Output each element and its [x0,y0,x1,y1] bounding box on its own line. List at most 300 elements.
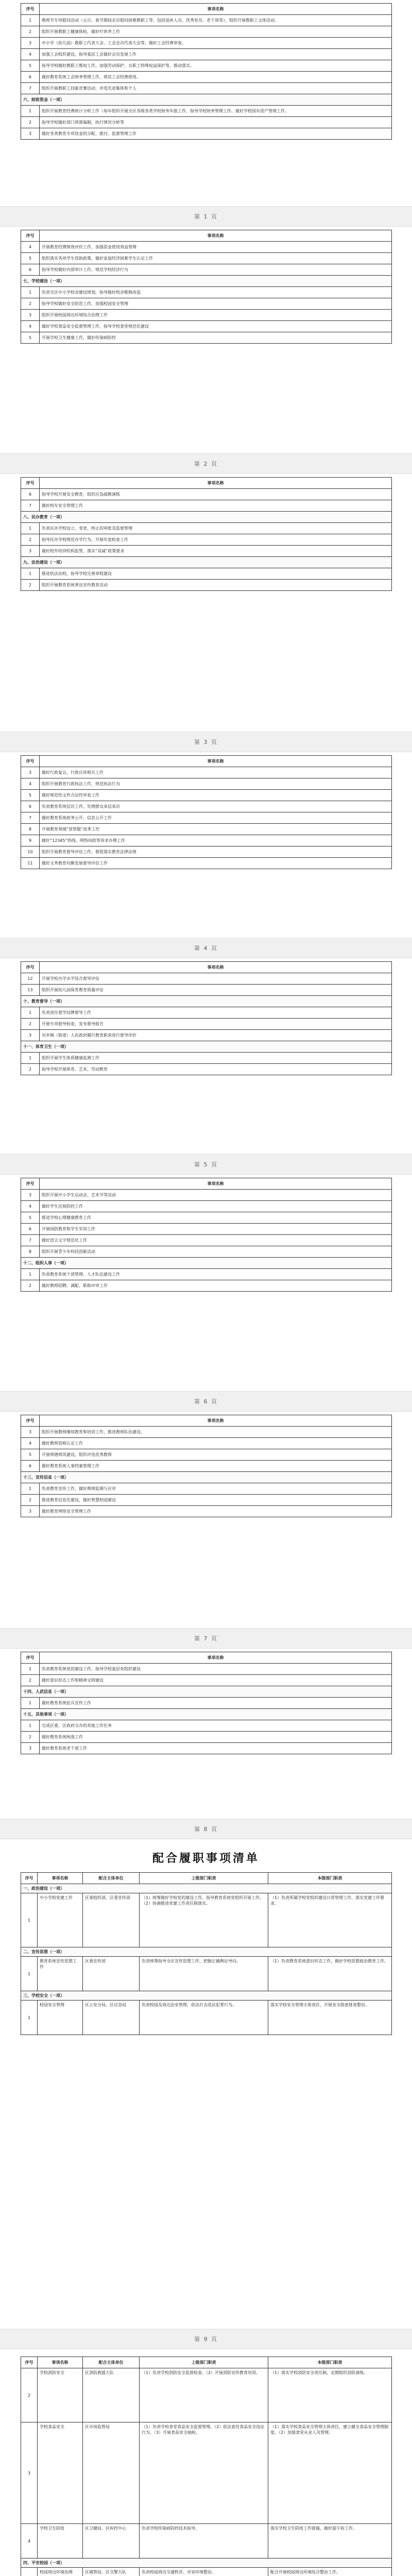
section-heading: 一、政治建设（一项） [21,1884,392,1893]
section-heading-row [21,1258,392,1269]
duty-list-table [21,1652,392,1754]
table-row [21,1064,392,1075]
row-item-name: 负责教育宣传工作，做好舆情监测与应对 [40,1483,392,1495]
header-local-duty: 本级部门职责 [268,2357,392,2368]
row-index: 1 [21,1053,40,1064]
row-index: 2 [21,1064,40,1075]
page-number-label: 第 5 页 [194,1161,218,1168]
page-separator [0,453,412,474]
table-row [21,264,392,276]
row-item-name: 做好意识形态工作和精神文明建设 [40,1675,392,1686]
table-row [21,1053,392,1064]
row-index: 3 [21,1506,40,1517]
row-index: 6 [21,801,40,812]
row-index: 2 [21,1280,40,1292]
row-index: 2 [21,298,40,310]
row-upper-duty: （1）负责学校食堂食品安全监督管理。（2）依法查处食品安全违法行为。（3）开展食品安全抽检。 [140,2422,268,2524]
row-index: 1 [21,1007,40,1019]
row-index: 7 [21,812,40,824]
table-row [21,72,392,83]
table-row [21,801,392,812]
section-heading: 六、财政资金（一项） [21,94,392,106]
row-index: 11 [21,858,40,869]
row-item-name: 做好义务教育均衡发展督导评估工作 [40,858,392,869]
row-item-name: 负责教育系统信访工作，处理群众来信来访 [40,801,392,812]
table-row [21,2422,392,2524]
row-index: 5 [21,790,40,801]
section-heading-row [21,1472,392,1483]
list-table-sheet [21,477,391,591]
header-index: 序号 [21,230,40,242]
page-number-label: 第 6 页 [194,1398,218,1405]
row-local-duty: 配合开展校园周边环境综合整治工作。 [268,2568,392,2576]
row-item-name: 做好教育系统政务公开、信息公开工作 [40,812,392,824]
row-index: 5 [21,332,40,344]
table-row [21,846,392,858]
row-item-name: 组织开展青少年科技创新活动 [40,1246,392,1258]
row-item-name: 完成区委、区政府交办的其他工作任务 [40,1720,392,1732]
header-item-name: 事项名称 [40,756,392,767]
header-item-name: 事项名称 [40,1178,392,1190]
table-row [21,1280,392,1292]
page-number-label: 第 4 页 [194,945,218,952]
section-heading: 十一、体育卫生（一项） [21,1041,392,1053]
row-index: 3 [21,1190,40,1201]
table-row [21,523,392,534]
page-separator [0,938,412,958]
row-index: 4 [21,49,40,60]
row-index: 12 [21,973,40,985]
page-separator [0,2329,412,2349]
page-number-label: 第 3 页 [194,739,218,745]
row-index: 10 [21,846,40,858]
duty-list-table [21,3,392,140]
row-upper-duty: 负责学校传染病防控技术指导。 [140,2524,268,2558]
row-index: 6 [21,1461,40,1472]
table-row [21,83,392,94]
row-index: 1 [21,1664,40,1675]
cooperation-table [21,2357,392,2576]
cooperation-list-title: 配合履职事项清单 [152,1852,260,1865]
row-index: 1 [21,287,40,298]
row-local-duty: 落实学校安全管理主体责任，开展安全隐患排查整治。 [268,2001,392,2035]
table-row [21,1893,392,1947]
table-row [21,568,392,580]
row-local-duty: （1）负责所属学校党组织建设日常管理工作，落实党建工作要求。 [268,1893,392,1947]
row-index: 3 [21,128,40,140]
row-item-name: 负责民办学校设立、变更、终止的审批及监督管理 [40,523,392,534]
row-item-name: 学校卫生防疫 [38,2524,83,2558]
row-partner-unit: 区消防救援大队 [83,2368,140,2422]
section-heading: 七、学校建设（一项） [21,276,392,287]
table-row [21,1675,392,1686]
row-upper-duty: 负责校园周边交通秩序、市容环境整治。 [140,2568,268,2576]
row-upper-duty: （1）统筹做好学校党的建设工作，指导教育系统党组织开展工作。（2）协调推进党建工作责任制落实。 [140,1893,268,1947]
row-item-name: 做好“12345”热线、网络问政等诉求办理工作 [40,835,392,846]
section-heading-row [21,996,392,1007]
table-row [21,1957,392,1991]
row-item-name: 组织开展教职工健康体检，做好疗休养工作 [40,26,392,38]
table-row [21,117,392,128]
table-row [21,38,392,49]
row-item-name: 推进教育信息化建设，做好智慧校园建设 [40,1495,392,1506]
header-index: 序号 [21,4,40,15]
table-row [21,1720,392,1732]
row-item-name: 推进学校心理健康教育工作 [40,1212,392,1224]
row-item-name: 做好教育网络安全管理工作 [40,1506,392,1517]
header-partner-unit: 配合主体单位 [83,2357,140,2368]
table-header-row [21,230,392,242]
row-index: 8 [21,824,40,835]
row-local-duty: （1）负责教育系统意识形态工作，做好学校思想政治教育工作。 [268,1957,392,1991]
row-index: 2 [21,1495,40,1506]
row-item-name: 校园安全管理 [38,2001,83,2035]
page-number-label: 第 1 页 [194,213,218,220]
section-heading: 九、法治建设（一项） [21,557,392,568]
row-item-name: 组织开展教育经费统计分析工作（每年组织开展全区各级各类学校财务年报工作，指导学校财务管理工作。做好学校国有资产管理工作。 [40,106,392,117]
section-heading: 十三、宣传信息（一项） [21,1472,392,1483]
row-item-name: 开展专项督导检查，发布督导报告 [40,1019,392,1030]
table-row [21,790,392,801]
row-index: 1 [21,15,40,26]
page-number-label: 第 2 页 [194,461,218,467]
table-row [21,534,392,546]
row-item-name: 做好教师招聘、调配、职称评审工作 [40,1280,392,1292]
table-row [21,489,392,500]
header-index: 序号 [21,1415,40,1427]
row-index: 1 [21,1269,40,1280]
row-index: 3 [21,38,40,49]
row-index: 5 [21,60,40,72]
row-index: 2 [21,534,40,546]
table-header-row [21,2357,392,2368]
table-row [21,1201,392,1212]
table-row [21,2524,392,2558]
row-item-name: 做好各类教育专项资金的分配、拨付、监督管理工作 [40,128,392,140]
row-upper-duty: （1）负责学校消防安全监督检查。（2）开展消防宣传教育培训。 [140,2368,268,2422]
row-item-name: 做好规范性文件合法性审查工作 [40,790,392,801]
row-index: 3 [21,2422,38,2524]
table-row [21,1506,392,1517]
row-index: 5 [21,1212,40,1224]
row-item-name: 做好行政复议、行政应诉相关工作 [40,767,392,778]
row-index: 5 [21,253,40,264]
table-row [21,858,392,869]
row-index: 4 [21,321,40,332]
section-heading-row [21,2558,392,2568]
table-row [21,310,392,321]
table-row [21,1449,392,1461]
table-row [21,1246,392,1258]
row-item-name: 指导学校开展安全教育，组织应急疏散演练 [40,489,392,500]
header-index: 序号 [21,478,40,489]
page-separator [0,206,412,227]
section-heading-row [21,1709,392,1720]
page-separator [0,732,412,752]
table-row [21,767,392,778]
row-item-name: 组织开展教育督导评估工作，督促落实教育法律法规 [40,846,392,858]
table-row [21,49,392,60]
header-upper-duty: 上级部门职责 [140,1873,268,1884]
table-row [21,1438,392,1449]
table-row [21,1698,392,1709]
section-heading-row [21,1884,392,1893]
duty-list-table [21,1178,392,1292]
table-header-row [21,756,392,767]
row-partner-unit: 区市场监管局 [83,2422,140,2524]
list-table-sheet [21,3,391,140]
row-index: 3 [21,546,40,557]
row-item-name: 指导学校做好内部审计工作，规范学校经济行为 [40,264,392,276]
row-item-name: 做好教育系统人事档案管理工作 [40,1461,392,1472]
table-row [21,1235,392,1246]
table-row [21,128,392,140]
row-item-name: 中小学（幼儿园）教职工代表大会、工会会员代表大会等，做好工会经费审查。 [40,38,392,49]
row-item-name: 组织开展教育行政执法工作，规范执法行为 [40,778,392,790]
row-item-name: 负责责任督学挂牌督导工作 [40,1007,392,1019]
row-index: 3 [21,1743,40,1754]
row-index: 5 [21,1449,40,1461]
row-index: 7 [21,83,40,94]
table-row [21,1269,392,1280]
row-partner-unit: 区委组织部、区委宣传部 [83,1893,140,1947]
header-item-name: 事项名称 [40,4,392,15]
header-item-name: 事项名称 [38,1873,83,1884]
section-heading-row [21,1041,392,1053]
row-index: 2 [21,1019,40,1030]
row-index: 2 [21,1675,40,1686]
table-row [21,106,392,117]
header-item-name: 事项名称 [40,1652,392,1664]
table-row [21,835,392,846]
table-row [21,242,392,253]
row-item-name: 负责全区中小学校舍建设规划，指导做好校舍维修改造 [40,287,392,298]
duty-list-table [21,1415,392,1517]
table-row [21,1019,392,1030]
header-index: 序号 [21,2357,38,2368]
table-row [21,15,392,26]
section-heading: 十五、其他事项（一项） [21,1709,392,1720]
section-heading-row [21,1947,392,1957]
row-index: 6 [21,1224,40,1235]
row-item-name: 开展教育领域“放管服”改革工作 [40,824,392,835]
page-number-label: 第 8 页 [194,1826,218,1833]
section-heading-row [21,1686,392,1698]
row-index: 1 [21,523,40,534]
table-row [21,1427,392,1438]
duty-list-table [21,961,392,1075]
table-row [21,778,392,790]
row-index: 4 [21,242,40,253]
row-item-name: 做好学生近视防控工作 [40,1201,392,1212]
row-index: 6 [21,264,40,276]
table-row [21,60,392,72]
row-local-duty: （1）落实学校消防安全责任制，定期组织消防演练。 [268,2368,392,2422]
section-heading: 二、宣传思想（一项） [21,1947,392,1957]
row-item-name: 校园周边环境治理 [38,2568,83,2576]
row-item-name: 指导学校做好教职工维权工作，加强劳动保护、女职工特殊权益保护等，推动落实。 [40,60,392,72]
header-index: 序号 [21,1873,38,1884]
row-item-name: 做好校外培训机构监管，落实“双减”政策要求 [40,546,392,557]
cooperation-table-sheet [21,1872,391,2035]
row-item-name: 教师节专项慰问活动（元旦、春节期间走访慰问困难教职工等，包括退休人员、优秀党员、老干部等），组织开展教职工文体活动。 [40,15,392,26]
header-index: 序号 [21,756,40,767]
row-item-name: 开展学校卫生健康工作，做好传染病防控 [40,332,392,344]
table-row [21,500,392,512]
cooperation-table-sheet [21,2357,391,2576]
table-row [21,985,392,996]
table-row [21,824,392,835]
row-item-name: 开展学校办学水平综合督导评估 [40,973,392,985]
table-row [21,1664,392,1675]
row-index: 9 [21,835,40,846]
row-item-name: 做好学校食品安全监督管理工作，指导学校食堂规范化建设 [40,321,392,332]
row-upper-duty: 负责统筹指导全区宣传思想工作，把握正确舆论导向。 [140,1957,268,1991]
page-separator [0,1154,412,1175]
row-index: 13 [21,985,40,996]
row-partner-unit: 区城管局、区交警大队 [83,2568,140,2576]
row-item-name: 做好教育系统老干部工作 [40,1743,392,1754]
list-table-sheet [21,961,391,1075]
table-row [21,1495,392,1506]
row-index: 1 [21,568,40,580]
list-table-sheet [21,1652,391,1754]
row-partner-unit: 区公安分局、区应急局 [83,2001,140,2035]
table-row [21,580,392,591]
row-item-name: 加强工会组织建设，指导基层工会做好会员发展工作 [40,49,392,60]
table-header-row [21,962,392,973]
row-partner-unit: 区卫健局、区疾控中心 [83,2524,140,2558]
page-separator [0,1819,412,1839]
table-row [21,1483,392,1495]
table-row [21,812,392,824]
row-item-name: 组织开展教职工技能竞赛活动，评选先进集体和个人 [40,83,392,94]
row-item-name: 组织开展学生体质健康监测工作 [40,1053,392,1064]
row-index: 3 [21,1427,40,1438]
row-item-name: 做好教育系统工会财务管理工作，规范工会经费使用。 [40,72,392,83]
table-row [21,2568,392,2576]
table-header-row [21,1873,392,1884]
header-item-name: 事项名称 [40,962,392,973]
list-table-sheet [21,755,391,869]
row-local-duty: （1）落实学校食品安全管理主体责任，建立健全食品安全管理制度。（2）加强食堂从业人员管理。 [268,2422,392,2524]
section-heading: 八、民办教育（一项） [21,512,392,523]
row-item-name: 组织开展教育系统普法宣传教育活动 [40,580,392,591]
row-item-name: 指导学校做好安全防范工作，加强校园安全管理 [40,298,392,310]
header-index: 序号 [21,1652,40,1664]
table-row [21,1224,392,1235]
row-index: 2 [21,26,40,38]
header-upper-duty: 上级部门职责 [140,2357,268,2368]
header-local-duty: 本级部门职责 [268,1873,392,1884]
row-item-name: 负责教育系统党的建设工作，指导学校基层党组织建设 [40,1664,392,1675]
section-heading: 十二、组织人事（一项） [21,1258,392,1269]
header-item-name: 事项名称 [40,478,392,489]
table-row [21,973,392,985]
row-index: 2 [21,2368,38,2422]
row-index: 3 [21,310,40,321]
row-index: 1 [21,1698,40,1709]
duty-list-table [21,755,392,869]
row-index: 1 [21,1483,40,1495]
row-item-name: 指导学校开展体育、艺术、劳动教育 [40,1064,392,1075]
table-row [21,26,392,38]
table-row [21,1030,392,1041]
row-item-name: 组织开展幼儿园保育教育质量评估 [40,985,392,996]
row-index: 8 [21,1246,40,1258]
row-index: 1 [21,106,40,117]
table-row [21,1461,392,1472]
row-item-name: 开展教育经费绩效评价工作，加强资金使用效益管理 [40,242,392,253]
row-item-name: 组织开展中小学生运动会、艺术节等活动 [40,1190,392,1201]
list-table-sheet [21,1178,391,1292]
row-item-name: 对乡镇（街道）人民政府履行教育职责进行督导评价 [40,1030,392,1041]
table-header-row [21,1652,392,1664]
table-header-row [21,478,392,489]
row-index: 6 [21,489,40,500]
header-partner-unit: 配合主体单位 [83,1873,140,1884]
row-item-name: 做好教育系统征兵宣传工作 [40,1698,392,1709]
row-item-name: 组织开展教师继续教育和培训工作，推进教师队伍建设。 [40,1427,392,1438]
row-index: 6 [21,72,40,83]
header-item-name: 事项名称 [38,2357,83,2368]
row-index: 3 [21,767,40,778]
row-item-name: 指导学校做好部门预算编制，执行情况分析等 [40,117,392,128]
row-index: 7 [21,1235,40,1246]
row-item-name: 做好校车安全管理工作 [40,500,392,512]
row-index: 1 [21,2001,38,2035]
row-upper-duty: 负责校园及周边治安管理，依法打击违法犯罪行为。 [140,2001,268,2035]
list-table-sheet [21,230,391,344]
cooperation-table [21,1872,392,2035]
row-item-name: 学校消防安全 [38,2368,83,2422]
row-item-name: 开展国防教育和学生军训工作 [40,1224,392,1235]
row-item-name: 组织开展校园周边环境综合治理工作 [40,310,392,321]
row-item-name: 开展师德师风建设，组织评选优秀教师 [40,1449,392,1461]
row-item-name: 做好语言文字规范化工作 [40,1235,392,1246]
header-item-name: 事项名称 [40,230,392,242]
header-index: 序号 [21,1178,40,1190]
row-item-name: 组织落实各项学生资助政策，做好家庭经济困难学生认定工作 [40,253,392,264]
table-row [21,1743,392,1754]
list-table-sheet [21,1415,391,1517]
section-heading-row [21,557,392,568]
section-heading-row [21,512,392,523]
row-index: 4 [21,1201,40,1212]
table-row [21,1190,392,1201]
row-item-name: 中小学校党建工作 [38,1893,83,1947]
page-number-label: 第 9 页 [194,2336,218,2343]
row-item-name: 学校食品安全 [38,2422,83,2524]
section-heading: 三、学校安全（一项） [21,1991,392,2001]
table-row [21,546,392,557]
table-row [21,253,392,264]
row-item-name: 做好教师资格认定工作 [40,1438,392,1449]
header-item-name: 事项名称 [40,1415,392,1427]
row-item-name: 教育系统宣传思想工作 [38,1957,83,1991]
row-item-name: 负责教育系统干部管理、人才队伍建设工作 [40,1269,392,1280]
duty-list-table [21,230,392,344]
table-row [21,1732,392,1743]
page-number-label: 第 7 页 [194,1635,218,1642]
row-index: 4 [21,2524,38,2558]
row-index [21,2568,38,2576]
section-heading-row [21,276,392,287]
row-index: 2 [21,1732,40,1743]
table-row [21,332,392,344]
row-index: 1 [21,1720,40,1732]
table-row [21,2368,392,2422]
